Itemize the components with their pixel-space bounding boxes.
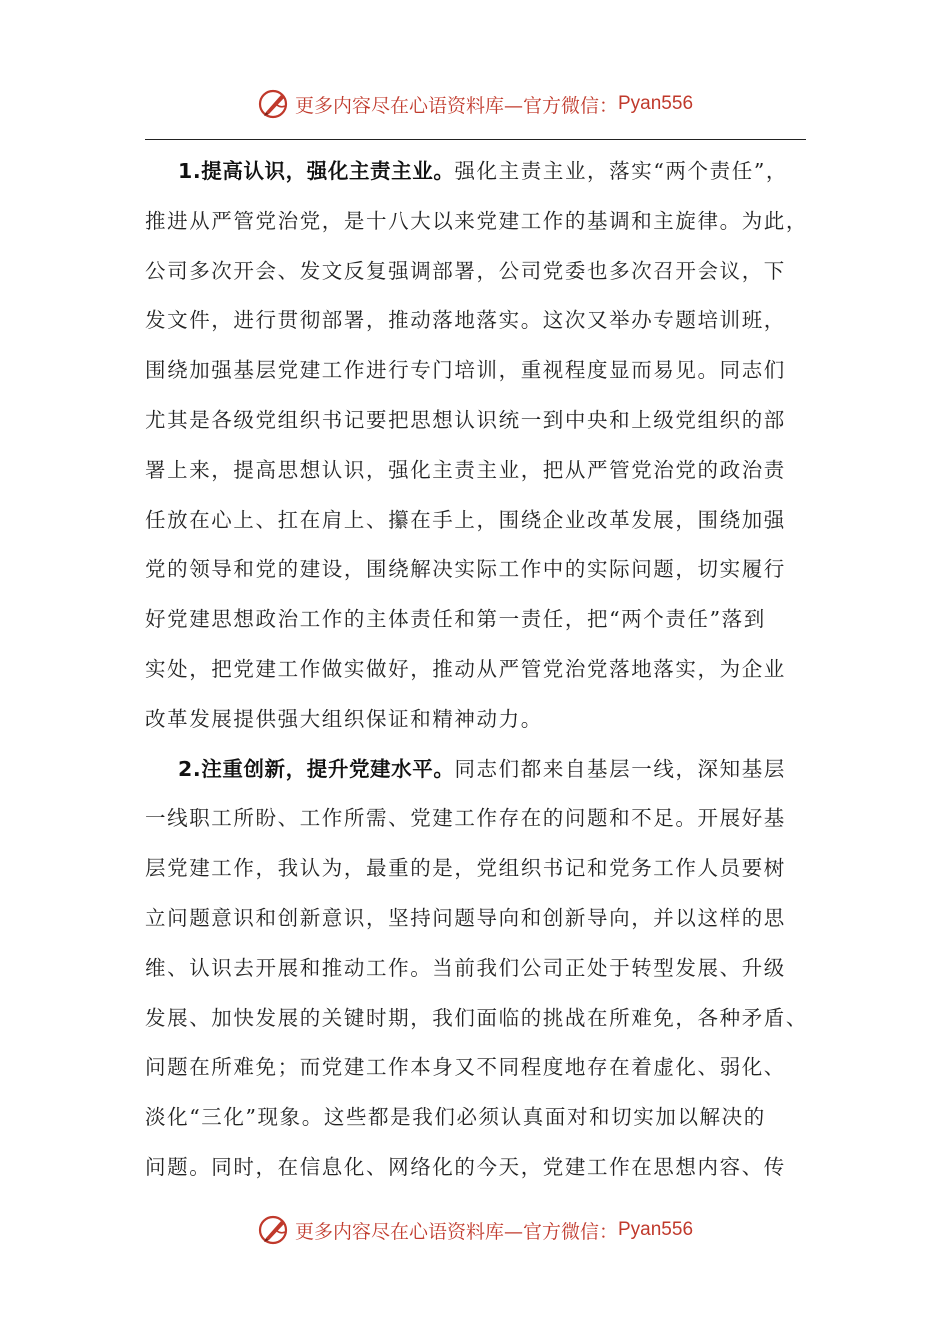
paragraph-1-line: 围绕加强基层党建工作进行专门培训，重视程度显而易见。同志们 (145, 358, 786, 383)
paragraph-2-line: 层党建工作，我认为，最重的是，党组织书记和党务工作人员要树 (145, 856, 786, 881)
footer-banner-text: 更多内容尽在心语资料库—官方微信： (294, 1220, 618, 1243)
paragraph-1-lead: 1.提高认识，强化主责主业。 (178, 159, 455, 183)
footer-banner (0, 1210, 950, 1250)
header-divider (145, 139, 806, 140)
paragraph-2-line: 立问题意识和创新意识，坚持问题导向和创新导向，并以这样的思 (145, 905, 786, 930)
paragraph-1-line: 推进从严管党治党，是十八大以来党建工作的基调和主旋律。为此， (145, 208, 808, 233)
paragraph-2 (145, 745, 817, 1193)
paragraph-1-line: 发文件，进行贯彻部署，推动落地落实。这次又举办专题培训班， (145, 308, 786, 333)
paragraph-1-line: 改革发展提供强大组织保证和精神动力。 (145, 706, 543, 731)
header-banner-text: 更多内容尽在心语资料库—官方微信： (294, 94, 618, 117)
paragraph-2-line: 问题。同时，在信息化、网络化的今天，党建工作在思想内容、传 (145, 1154, 786, 1179)
paragraph-1-line: 公司多次开会、发文反复强调部署，公司党委也多次召开会议，下 (145, 258, 786, 283)
footer-wechat-id: Pyan556 (618, 1219, 694, 1240)
paragraph-2-line: 淡化“三化”现象。这些都是我们必须认真面对和切实加以解决的 (145, 1105, 766, 1130)
paragraph-2-line: 一线职工所盼、工作所需、党建工作存在的问题和不足。开展好基 (145, 806, 786, 831)
paragraph-1-line: 党的领导和党的建设，围绕解决实际工作中的实际问题，切实履行 (145, 557, 786, 582)
paragraph-2-line: 维、认识去开展和推动工作。当前我们公司正处于转型发展、升级 (145, 955, 786, 980)
paragraph-1-line: 实处，把党建工作做实做好，推动从严管党治党落地落实，为企业 (145, 656, 786, 681)
paragraph-1-line: 任放在心上、扛在肩上、攥在手上，围绕企业改革发展，围绕加强 (145, 507, 786, 532)
paragraph-2-line-1: 2.注重创新，提升党建水平。同志们都来自基层一线，深知基层 (178, 756, 786, 781)
paragraph-1-line-1: 1.提高认识，强化主责主业。强化主责主业，落实“两个责任”， (178, 159, 789, 183)
paragraph-2-lead: 2.注重创新，提升党建水平。 (178, 756, 455, 781)
pen-logo-icon (257, 87, 291, 121)
paragraph-1 (145, 147, 817, 745)
paragraph-1-line: 好党建思想政治工作的主体责任和第一责任，把“两个责任”落到 (145, 607, 766, 632)
document-body (145, 147, 817, 1193)
paragraph-2-line: 发展、加快发展的关键时期，我们面临的挑战在所难免，各种矛盾、 (145, 1005, 808, 1030)
paragraph-1-line: 署上来，提高思想认识，强化主责主业，把从严管党治党的政治责 (145, 457, 786, 482)
header-banner (0, 84, 950, 124)
paragraph-2-line: 问题在所难免；而党建工作本身又不同程度地存在着虚化、弱化、 (145, 1055, 786, 1080)
header-wechat-id: Pyan556 (618, 93, 694, 114)
pen-logo-icon (257, 1213, 291, 1247)
paragraph-1-line: 尤其是各级党组织书记要把思想认识统一到中央和上级党组织的部 (145, 407, 786, 432)
